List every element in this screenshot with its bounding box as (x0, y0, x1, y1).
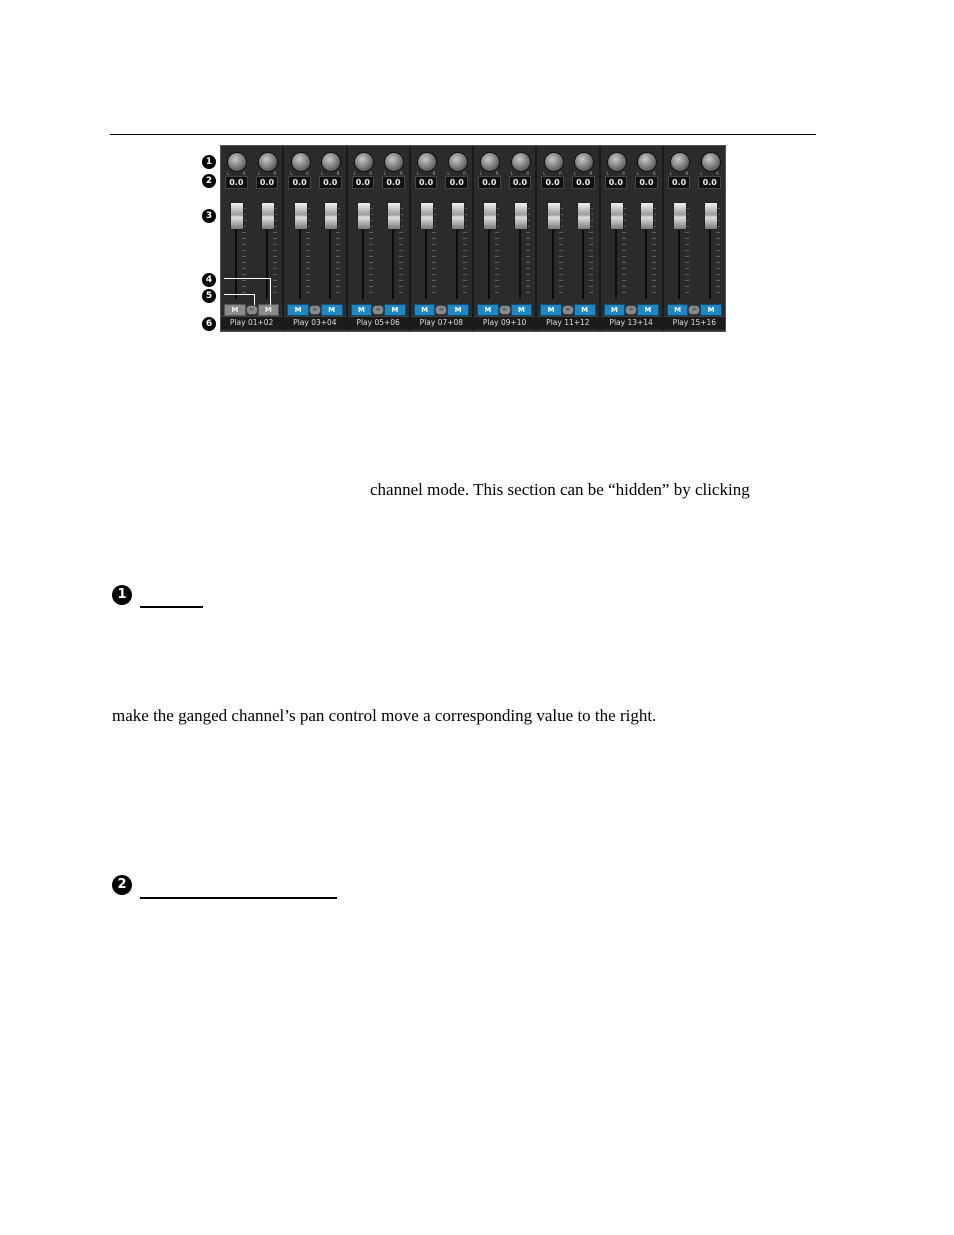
pan-right-letter: R (463, 171, 466, 176)
pan-knob[interactable] (670, 152, 690, 172)
pan-right-letter: R (526, 171, 530, 176)
fader-handle[interactable] (610, 202, 624, 230)
mute-button[interactable]: M (224, 304, 246, 316)
gang-link-icon[interactable]: ∞ (246, 305, 258, 315)
pan-left-letter: L (637, 171, 640, 176)
fader-handle[interactable] (357, 202, 371, 230)
pan-knob[interactable] (544, 152, 564, 172)
fader-handle[interactable] (324, 202, 338, 230)
pan-knob[interactable] (291, 152, 311, 172)
mute-link-row (474, 304, 535, 315)
mixer-figure (220, 145, 726, 332)
pan-value-display: 0.0 (256, 176, 279, 189)
pan-left-letter: L (669, 171, 672, 176)
channel-label: Play 05+06 (348, 316, 409, 329)
pan-left-letter: L (320, 171, 324, 176)
gang-link-icon[interactable]: ∞ (562, 305, 574, 315)
channel-pair (284, 146, 347, 331)
pan-left-letter: L (447, 171, 450, 176)
pan-knob[interactable] (480, 152, 500, 172)
channel-label: Play 03+04 (284, 316, 345, 329)
callout-3: 3 (202, 209, 216, 223)
gang-link-icon[interactable]: ∞ (625, 305, 637, 315)
pan-left-letter: L (257, 171, 260, 176)
pan-value-display: 0.0 (509, 176, 532, 189)
channel-label: Play 09+10 (474, 316, 535, 329)
callout-5: 5 (202, 289, 216, 303)
channel-label: Play 07+08 (411, 316, 472, 329)
mute-link-row (537, 304, 598, 315)
callout-2: 2 (202, 174, 216, 188)
channel-pair (664, 146, 725, 331)
mute-button[interactable]: M (258, 304, 280, 316)
pan-left-letter: L (700, 171, 703, 176)
pan-value-display: 0.0 (605, 176, 628, 189)
pan-value-display: 0.0 (635, 176, 658, 189)
channel-label: Play 13+14 (601, 316, 662, 329)
mute-button[interactable]: M (447, 304, 469, 316)
header-rule (110, 134, 816, 135)
mute-button[interactable]: M (384, 304, 406, 316)
pan-knob[interactable] (321, 152, 341, 172)
pan-knob[interactable] (574, 152, 594, 172)
pan-left-letter: L (416, 171, 419, 176)
callout-1: 1 (202, 155, 216, 169)
pan-right-letter: R (306, 171, 309, 176)
channel-pair (474, 146, 537, 331)
mute-button[interactable]: M (700, 304, 722, 316)
fader-handle[interactable] (387, 202, 401, 230)
pan-knob[interactable] (227, 152, 247, 172)
fader-handle[interactable] (230, 202, 244, 230)
mute-button[interactable]: M (414, 304, 436, 316)
callout-4: 4 (202, 273, 216, 287)
pan-left-letter: L (227, 171, 230, 176)
pan-knob[interactable] (511, 152, 531, 172)
section-2-number: 2 (112, 875, 132, 895)
pan-knob[interactable] (354, 152, 374, 172)
gang-link-icon[interactable]: ∞ (309, 305, 321, 315)
mute-link-row (284, 304, 345, 315)
mute-button[interactable]: M (511, 304, 533, 316)
body-line-1: channel mode. This section can be “hidden” by clicking (370, 480, 750, 499)
pan-knob[interactable] (607, 152, 627, 172)
pan-value-display: 0.0 (415, 176, 438, 189)
fader-handle[interactable] (294, 202, 308, 230)
fader-handle[interactable] (547, 202, 561, 230)
pan-value-display: 0.0 (445, 176, 468, 189)
pan-right-letter: R (273, 171, 277, 176)
channel-label: Play 15+16 (664, 316, 725, 329)
body-line-2: make the ganged channel’s pan control move a corresponding value to the right. (112, 706, 657, 725)
callout-5-leader (224, 294, 255, 305)
fader-handle[interactable] (673, 202, 687, 230)
pan-value-display: 0.0 (668, 176, 691, 189)
gang-link-icon[interactable]: ∞ (688, 305, 700, 315)
fader-handle[interactable] (640, 202, 654, 230)
figure-callouts (202, 149, 222, 334)
channel-label: Play 01+02 (221, 316, 282, 329)
pan-knob[interactable] (637, 152, 657, 172)
mute-button[interactable]: M (637, 304, 659, 316)
pan-left-letter: L (480, 171, 483, 176)
fader-handle[interactable] (704, 202, 718, 230)
section-1-heading-underline (140, 606, 203, 608)
pan-left-letter: L (384, 171, 387, 176)
pan-right-letter: R (652, 171, 656, 176)
pan-value-display: 0.0 (352, 176, 375, 189)
channel-pair (601, 146, 664, 331)
mute-button[interactable]: M (667, 304, 689, 316)
fader-handle[interactable] (420, 202, 434, 230)
pan-value-display: 0.0 (478, 176, 501, 189)
mute-button[interactable]: M (351, 304, 373, 316)
pan-right-letter: R (685, 171, 689, 176)
pan-right-letter: R (495, 171, 499, 176)
pan-right-letter: R (716, 171, 719, 176)
pan-left-letter: L (573, 171, 577, 176)
pan-value-display: 0.0 (288, 176, 311, 189)
mute-button[interactable]: M (604, 304, 626, 316)
channel-pair (348, 146, 411, 331)
callout-6: 6 (202, 317, 216, 331)
mute-button[interactable]: M (574, 304, 596, 316)
gang-link-icon[interactable]: ∞ (499, 305, 511, 315)
pan-knob[interactable] (417, 152, 437, 172)
mute-link-row (601, 304, 662, 315)
pan-left-letter: L (606, 171, 609, 176)
mute-link-row (664, 304, 725, 315)
pan-value-display: 0.0 (319, 176, 342, 189)
pan-value-display: 0.0 (698, 176, 721, 189)
section-2-heading-underline (140, 897, 337, 899)
mute-button[interactable]: M (321, 304, 343, 316)
pan-knob[interactable] (701, 152, 721, 172)
pan-left-letter: L (543, 171, 546, 176)
gang-link-icon[interactable]: ∞ (372, 305, 384, 315)
channel-pair (411, 146, 474, 331)
pan-knob[interactable] (384, 152, 404, 172)
pan-value-display: 0.0 (382, 176, 405, 189)
mute-button[interactable]: M (287, 304, 309, 316)
pan-knob[interactable] (258, 152, 278, 172)
pan-knob[interactable] (448, 152, 468, 172)
fader-handle[interactable] (577, 202, 591, 230)
pan-right-letter: R (369, 171, 373, 176)
pan-right-letter: R (589, 171, 593, 176)
mute-link-row (411, 304, 472, 315)
pan-right-letter: R (432, 171, 436, 176)
pan-value-display: 0.0 (225, 176, 248, 189)
channel-pair (537, 146, 600, 331)
mute-button[interactable]: M (540, 304, 562, 316)
pan-right-letter: R (559, 171, 562, 176)
pan-left-letter: L (290, 171, 293, 176)
pan-right-letter: R (622, 171, 626, 176)
pan-left-letter: L (353, 171, 356, 176)
pan-right-letter: R (399, 171, 403, 176)
mute-link-row (221, 304, 282, 315)
pan-right-letter: R (242, 171, 246, 176)
fader-handle[interactable] (451, 202, 465, 230)
mute-button[interactable]: M (477, 304, 499, 316)
section-1-number: 1 (112, 585, 132, 605)
fader-handle[interactable] (514, 202, 528, 230)
pan-value-display: 0.0 (572, 176, 595, 189)
pan-value-display: 0.0 (541, 176, 564, 189)
fader-handle[interactable] (261, 202, 275, 230)
mute-link-row (348, 304, 409, 315)
gang-link-icon[interactable]: ∞ (435, 305, 447, 315)
pan-right-letter: R (336, 171, 340, 176)
pan-left-letter: L (510, 171, 513, 176)
channel-label: Play 11+12 (537, 316, 598, 329)
fader-handle[interactable] (483, 202, 497, 230)
